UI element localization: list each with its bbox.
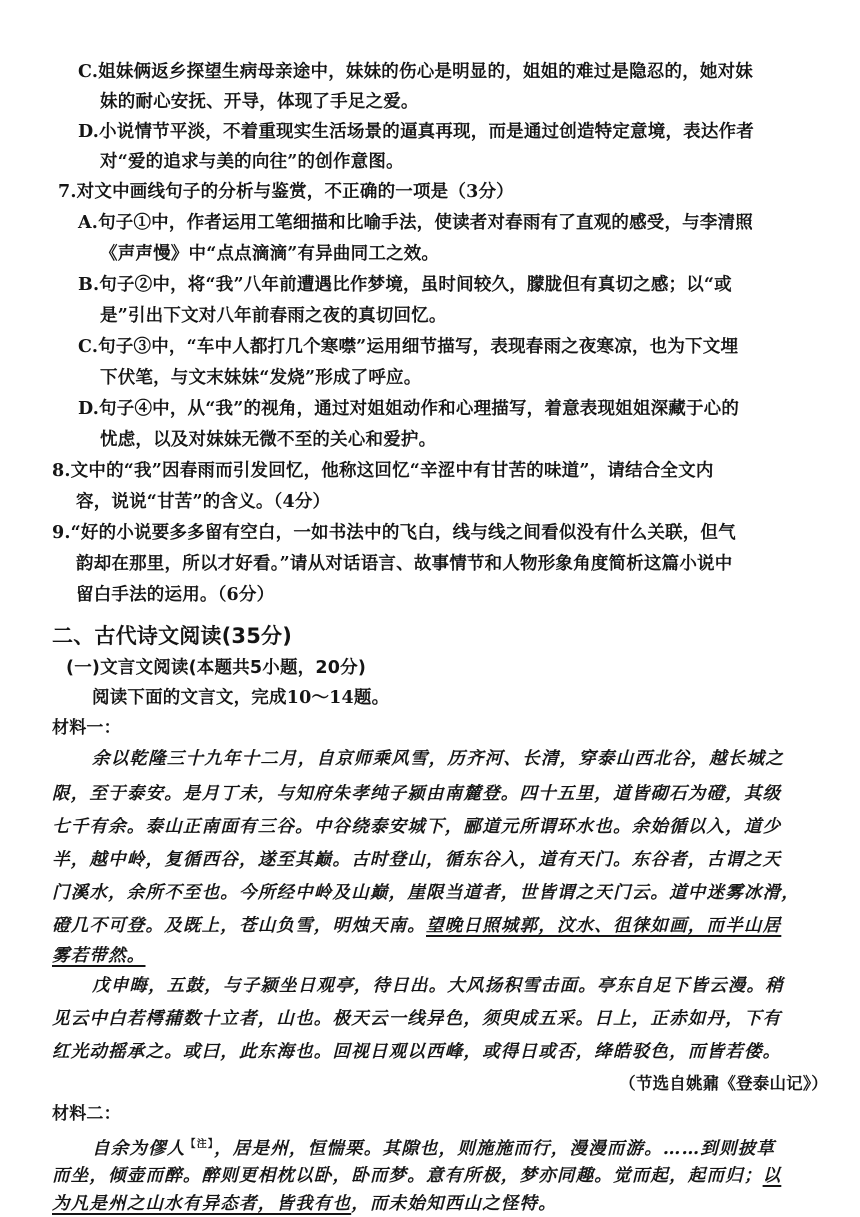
material-two-line: [52, 1164, 781, 1188]
annotation-marker: 【注】: [185, 1139, 215, 1150]
material-two-text: 自余为僇人: [92, 1138, 186, 1159]
q9-line1: 9.“好的小说要多多留有空白，一如书法中的飞白，线与线之间看似没有什么关联，但气: [52, 523, 736, 543]
subsection-title: (一)文言文阅读(本题共5小题，20分): [66, 658, 367, 678]
q7-option-a-line1: A.句子①中，作者运用工笔细描和比喻手法，使读者对春雨有了直观的感受，与李清照: [78, 213, 753, 233]
material-two-text: 而坐，倾壶而醉。醉则更相枕以卧，卧而梦。意有所极，梦亦同趣。觉而起，起而归；: [52, 1166, 763, 1186]
material-two-line: [92, 1133, 775, 1161]
material-one-line: 限，至于泰安。是月丁未，与知府朱孝纯子颍由南麓登。四十五里，道皆砌石为磴，其级: [52, 784, 782, 804]
q7-option-b-line2: 是”引出下文对八年前春雨之夜的真切回忆。: [100, 306, 447, 326]
q6-option-d-line2: 对“爱的追求与美的向往”的创作意图。: [100, 152, 404, 172]
material-one-line: 戊申晦，五鼓，与子颍坐日观亭，待日出。大风扬积雪击面。亭东自足下皆云漫。稍: [92, 976, 784, 996]
material-two-text: ，居是州，恒惴栗。其隙也，则施施而行，漫漫而游。……到则披草: [214, 1138, 776, 1159]
material-one-line: 余以乾隆三十九年十二月，自京师乘风雪，历齐河、长清，穿泰山西北谷，越长城之: [92, 749, 784, 769]
material-one-line: 见云中白若樗蒱数十立者，山也。极天云一线异色，须臾成五采。日上，正赤如丹，下有: [52, 1009, 782, 1029]
q8-line1: 8.文中的“我”因春雨而引发回忆，他称这回忆“辛涩中有甘苦的味道”，请结合全文内: [52, 461, 714, 481]
reading-instruction: 阅读下面的文言文，完成10～14题。: [92, 688, 390, 708]
material-one-source: （节选自姚鼐《登泰山记》）: [619, 1074, 828, 1093]
material-one-line: 门溪水，余所不至也。今所经中岭及山巅，崖限当道者，世皆谓之天门云。道中迷雾冰滑，: [52, 883, 800, 903]
section-title: 二、古代诗文阅读(35分): [52, 624, 293, 648]
material-one-line: 半，越中岭，复循西谷，遂至其巅。古时登山，循东谷入，道有天门。东谷者，古谓之天: [52, 850, 782, 870]
q7-option-b-line1: B.句子②中，将“我”八年前遭遇比作梦境，虽时间较久，朦胧但有真切之感；以“或: [78, 275, 732, 295]
material-two-label: 材料二：: [52, 1104, 121, 1124]
material-one-line: [52, 914, 781, 938]
underlined-sentence: 以: [762, 1166, 782, 1186]
q7-option-c-line2: 下伏笔，与文末妹妹“发烧”形成了呼应。: [100, 368, 422, 388]
q9-line3: 留白手法的运用。（6分）: [76, 585, 275, 605]
q6-option-c-line2: 妹的耐心安抚、开导，体现了手足之爱。: [100, 92, 419, 112]
material-one-label: 材料一：: [52, 718, 121, 738]
q9-line2: 韵却在那里，所以才好看。”请从对话语言、故事情节和人物形象角度简析这篇小说中: [76, 554, 733, 574]
material-two-line: [52, 1192, 557, 1216]
material-one-line: 七千有余。泰山正南面有三谷。中谷绕泰安城下，郦道元所谓环水也。余始循以入，道少: [52, 817, 782, 837]
q7-option-d-line2: 忧虑，以及对妹妹无微不至的关心和爱护。: [100, 430, 437, 450]
q6-option-c-line1: C.姐妹俩返乡探望生病母亲途中，妹妹的伤心是明显的，姐姐的难过是隐忍的，她对妹: [78, 62, 754, 82]
underlined-sentence: 雾若带然。: [52, 946, 146, 966]
underlined-sentence: 为凡是州之山水有异态者，皆我有也: [52, 1194, 352, 1214]
material-one-text: 磴几不可登。及既上，苍山负雪，明烛天南。: [52, 916, 426, 936]
material-two-text: ，而未始知西山之怪特。: [351, 1194, 557, 1214]
q8-line2: 容，说说“甘苦”的含义。（4分）: [76, 492, 331, 512]
material-one-line: [52, 944, 146, 968]
underlined-sentence: 望晚日照城郭，汶水、徂徕如画，而半山居: [426, 916, 782, 936]
q7-option-a-line2: 《声声慢》中“点点滴滴”有异曲同工之效。: [100, 244, 440, 264]
q7-option-d-line1: D.句子④中，从“我”的视角，通过对姐姐动作和心理描写，着意表现姐姐深藏于心的: [78, 399, 740, 419]
q6-option-d-line1: D.小说情节平淡，不着重现实生活场景的逼真再现，而是通过创造特定意境，表达作者: [78, 122, 754, 142]
q7-stem: 7.对文中画线句子的分析与鉴赏，不正确的一项是（3分）: [58, 182, 514, 202]
q7-option-c-line1: C.句子③中，“车中人都打几个寒噤”运用细节描写，表现春雨之夜寒凉，也为下文埋: [78, 337, 739, 357]
material-one-line: 红光动摇承之。或曰，此东海也。回视日观以西峰，或得日或否，绛皓驳色，而皆若偻。: [52, 1042, 782, 1062]
